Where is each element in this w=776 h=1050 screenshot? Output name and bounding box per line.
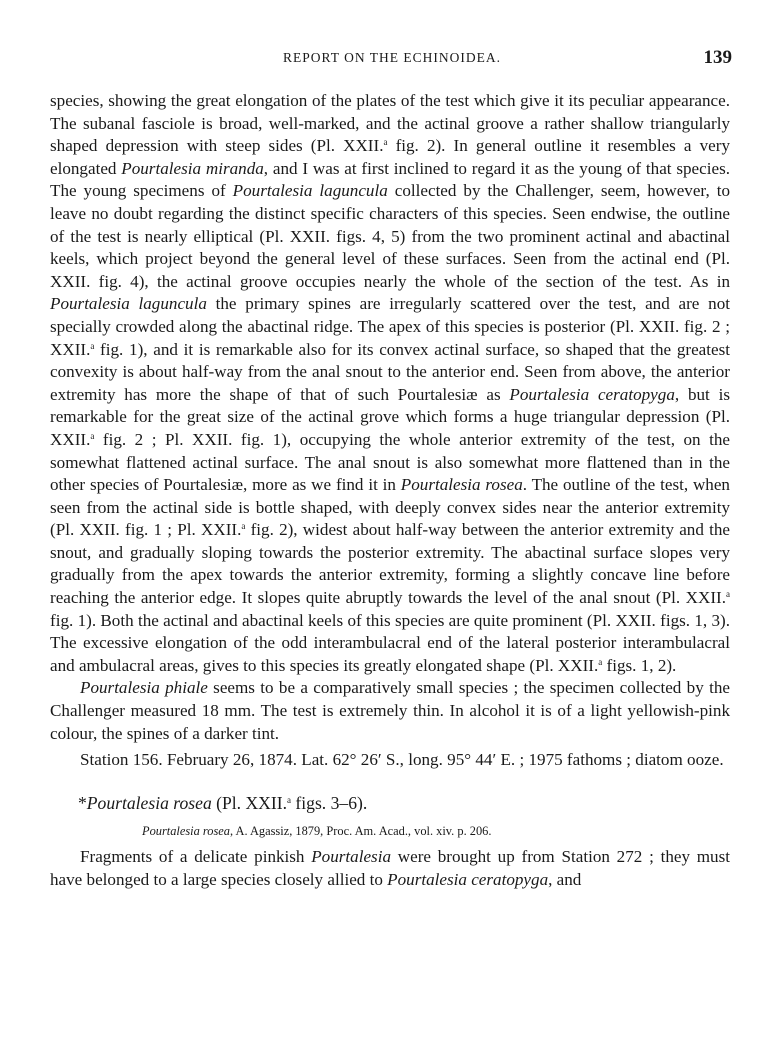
species-name: Pourtalesia rosea bbox=[400, 475, 523, 495]
text-run: were brought up from Station 272 ; they must have belonged to a large species closely allied to bbox=[50, 847, 730, 889]
text-run: seems to be a comparatively small species ; the specimen collected by the Challenger measured 18 mm. The test is extremely thin. In alcohol it is of a light yellowish-pink colour, the spines of a darker tint. bbox=[50, 678, 730, 743]
superscript: a bbox=[241, 521, 246, 532]
species-name: Pourtalesia laguncula bbox=[232, 181, 388, 201]
species-name: Pourtalesia bbox=[311, 847, 392, 867]
species-heading bbox=[50, 792, 730, 815]
text-run: fig. 2 ; Pl. XXII. fig. 1), occupying the whole anterior extremity of the test, on the somewhat flattened actinal surface. The anal snout is also somewhat more flattened than in the other species of Pourtalesiæ, more as we find it in bbox=[50, 429, 730, 495]
asterisk: * bbox=[78, 792, 87, 813]
species-name: Pourtalesia rosea bbox=[142, 824, 230, 839]
text-run: Fragments of a delicate pinkish bbox=[80, 847, 312, 867]
superscript: a bbox=[90, 430, 95, 441]
species-name: Pourtalesia ceratopyga bbox=[387, 870, 549, 889]
synonymy-citation bbox=[50, 822, 730, 840]
superscript: a bbox=[598, 656, 603, 667]
text-run: fig. 1). Both the actinal and abactinal keels of this species are quite prominent (Pl. XXII. figs. 1, 3). The excessive elongation of the odd interambulacral end of the lateral posterior interambulacral and ambulacral areas, gives to this species its greatly elongated shape (Pl. XXII. bbox=[50, 610, 730, 675]
text-run: figs. 1, 2). bbox=[602, 655, 677, 675]
station-record: Station 156. February 26, 1874. Lat. 62° 26′ S., long. 95° 44′ E. ; 1975 fathoms ; diatom ooze. bbox=[80, 750, 724, 770]
text-run: , and bbox=[548, 870, 582, 889]
species-name: Pourtalesia rosea bbox=[86, 792, 212, 813]
body-text bbox=[50, 90, 730, 892]
paragraph-description bbox=[50, 90, 730, 677]
citation-text: , A. Agassiz, 1879, Proc. Am. Acad., vol. xiv. p. 206. bbox=[230, 824, 492, 839]
superscript: a bbox=[726, 589, 730, 600]
text-run: the primary spines are irregularly scattered over the test, and are not specially crowded along the abactinal ridge. The apex of this species is posterior (Pl. XXII. fig. 2 ; XXII. bbox=[50, 294, 730, 359]
paragraph-phiale bbox=[50, 677, 730, 745]
running-head bbox=[52, 47, 732, 71]
text-run: fig. 1), and it is remarkable also for its convex actinal surface, so shaped that the greatest convexity is about half-way from the anal snout to the anterior end. Seen from above, the anterior extremity has more the shape of that of such Pourtalesiæ as bbox=[50, 339, 730, 404]
superscript: a bbox=[90, 340, 95, 351]
species-name: Pourtalesia laguncula bbox=[50, 294, 207, 314]
species-name: Pourtalesia phiale bbox=[80, 678, 208, 698]
superscript: a bbox=[383, 137, 388, 148]
text-run: (Pl. XXII. bbox=[211, 792, 288, 813]
paragraph-rosea bbox=[50, 846, 730, 891]
superscript: a bbox=[287, 794, 292, 805]
page-number: 139 bbox=[703, 47, 732, 68]
text-run: , and I was at first inclined to regard it as the young of that species. The young specimens of bbox=[50, 158, 730, 201]
species-name: Pourtalesia miranda bbox=[121, 158, 264, 178]
text-run: figs. 3–6). bbox=[291, 792, 368, 813]
text-run: collected by the Challenger, seem, however, to leave no doubt regarding the distinct specific characters of this species. Seen endwise, the outline of the test is nearly elliptical (Pl. XXII. figs. 4, 5) from the two prominent actinal and abactinal keels, which project beyond the general level of these surfaces. Seen from the actinal end (Pl. XXII. fig. 4), the actinal groove occupies nearly the whole of the section of the test. As in bbox=[50, 181, 730, 291]
text-run: fig. 2). In general outline it resembles a very elongated bbox=[50, 136, 730, 178]
species-name: Pourtalesia ceratopyga bbox=[509, 384, 675, 404]
text-run: species, showing the great elongation of the plates of the test which give it its peculiar appearance. The subanal fasciole is broad, well-marked, and the actinal groove a rather shallow triangularly shaped depression with steep sides (Pl. XXII. bbox=[50, 91, 730, 156]
text-run: fig. 2), widest about half-way between the anterior extremity and the snout, and gradually sloping towards the posterior extremity. The abactinal surface slopes very gradually from the apex towards the anterior extremity, forming a slightly concave line before reaching the anterior edge. It slopes quite abruptly towards the level of the anal snout (Pl. XXII. bbox=[50, 520, 730, 608]
text-run: , but is remarkable for the great size of the actinal grove which forms a huge triangular depression (Pl. XXII. bbox=[50, 384, 730, 449]
running-title: REPORT ON THE ECHINOIDEA. bbox=[283, 50, 501, 65]
text-run: . The outline of the test, when seen from the actinal side is bottle shaped, with deeply convex sides near the anterior extremity (Pl. XXII. fig. 1 ; Pl. XXII. bbox=[50, 475, 730, 540]
